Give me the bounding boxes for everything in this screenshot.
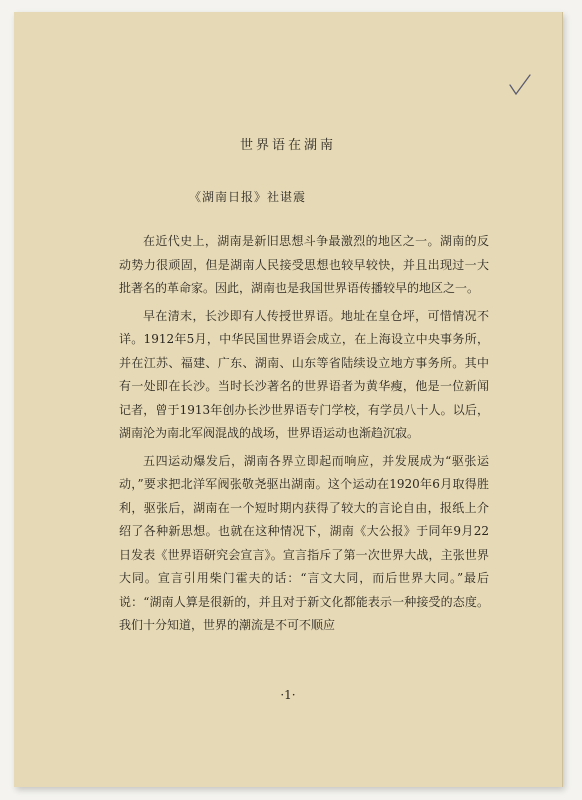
paragraph: 在近代史上，湖南是新旧思想斗争最激烈的地区之一。湖南的反动势力很顽固，但是湖南人民接受思想也较早较快，并且出现过一大批著名的革命家。因此，湖南也是我国世界语传播较早的地区之一。: [119, 234, 489, 295]
document-body: [119, 230, 489, 638]
document-title: 世界语在湖南: [239, 138, 336, 153]
paragraph: 早在清末，长沙即有人传授世界语。地址在皇仓坪，可惜情况不详。1912年5月，中华民国世界语会成立，在上海设立中央事务所，并在江苏、福建、广东、湖南、山东等省陆续设立地方事务所。其中有一处即在长沙。当时长沙著名的世界语者为黄华瘦，他是一位新闻记者，曾于1913年创办长沙世界语专门学校，有学员八十人。以后，湖南沦为南北军阀混战的战场，世界语运动也渐趋沉寂。: [119, 308, 489, 440]
document-page: [14, 12, 563, 787]
paragraph: 五四运动爆发后，湖南各界立即起而响应，并发展成为“驱张运动，”要求把北洋军阀张敬尧驱出湖南。这个运动在1920年6月取得胜利，驱张后，湖南在一个短时期内获得了较大的言论自由，报纸上介绍了各种新思想。也就在这种情况下，湖南《大公报》于同年9月22日发表《世界语研究会宣言》。宣言指斥了第一次世界大战，主张世界大同。宣言引用柴门霍夫的话：“言文大同，而后世界大同。”最后说：“湖南人算是很新的，并且对于新文化都能表示一种接受的态度。我们十分知道，世界的潮流是不可不顺应: [119, 453, 489, 632]
checkmark-icon: [507, 72, 533, 98]
page-number: ·1·: [280, 688, 296, 702]
author-byline: 《湖南日报》社谌震: [189, 190, 307, 204]
